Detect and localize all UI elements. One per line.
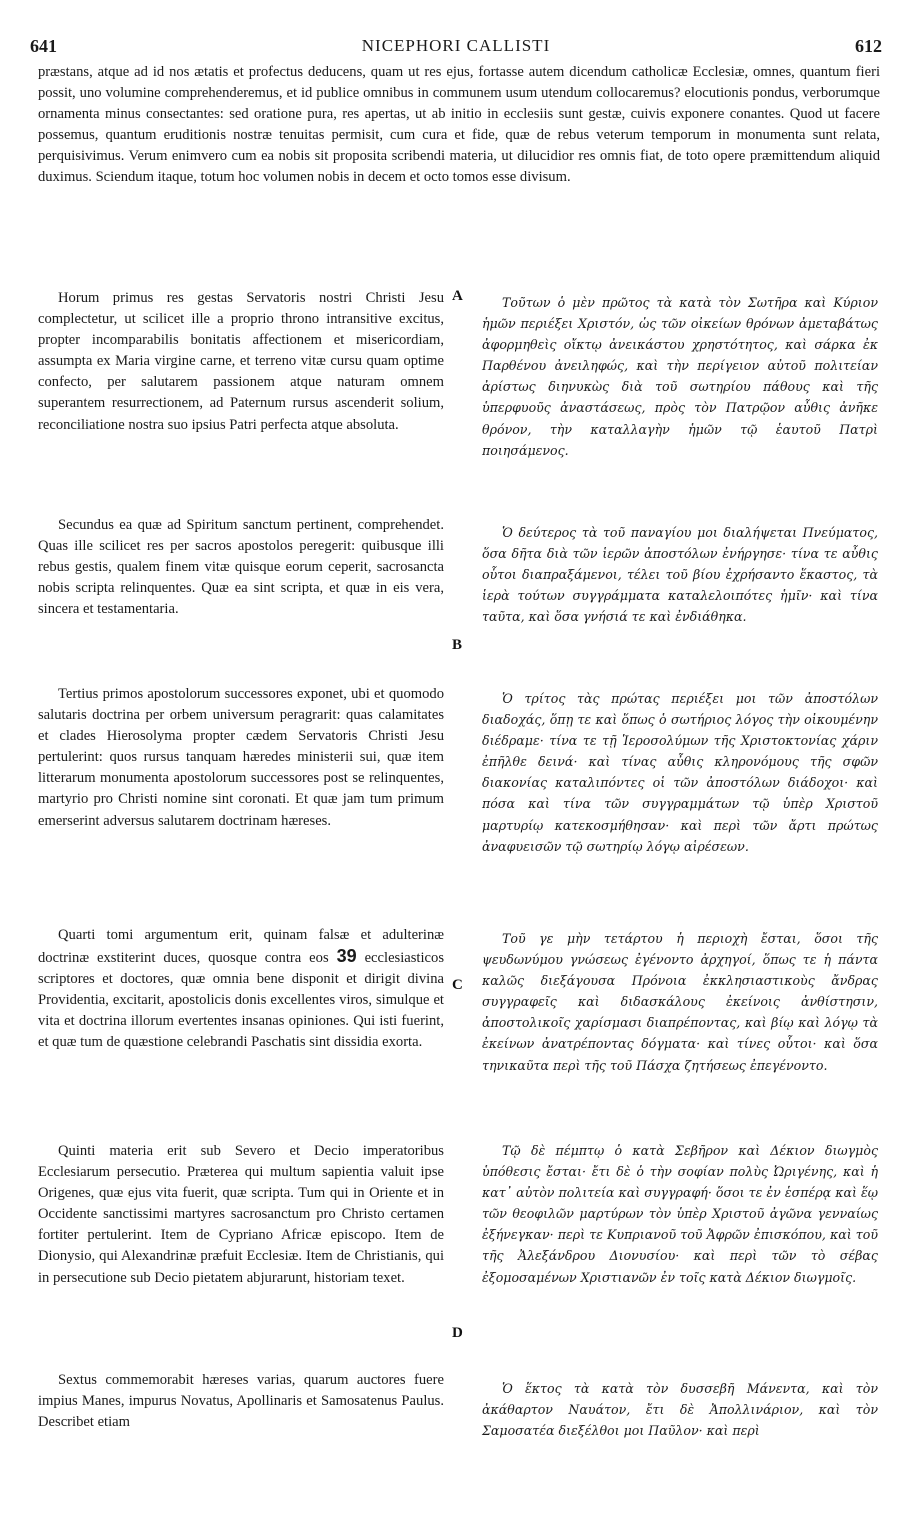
running-header <box>30 36 882 58</box>
latin-paragraph-5: Quinti materia erit sub Severo et Decio imperatoribus Ecclesiarum persecutio. Præterea qui multum sapientia valuit ipse Origenes, quæ ejus vita fuerit, quæ scripta. Tum qui in Oriente et in Occidente sanctissimi martyres sacrosanctum pro Christo certamen fortiter pertulerint. Item de Cypriano Africæ episcopo. Item de Dionysio, qui Alexandrinæ præfuit Ecclesiæ. Item de Christianis, qui in persecutione sub Decio pietatem abjurarunt, historiam texet. <box>38 1143 444 1286</box>
latin-paragraph-4-end: ecclesiasticos scriptores et doctores, quæ omnia bene disponit et dirigit divina Providentia, excitarit, apostolicis donis excellentes viros, simulque et vita et doctrina illorum evertentes insanas opiniones. Qui isti fuerint, et quæ tum de quæstione celebrandi Paschatis sint dissidia exorta. <box>38 950 444 1051</box>
latin-paragraph-4 <box>38 925 444 1054</box>
intro-paragraph: præstans, atque ad id nos ætatis et profectus deducens, quam ut res ejus, fortasse autem dicendum catholicæ Ecclesiæ, omnes, quantum fieri possit, uno volumine comprehenderemus, et id publice omnibus in communem usum utendum collocaremus? elocutionis pondus, verborumque ornamenta minus consectantes: sed oratione pura, res apertas, ut ab initio in ecclesiis sunt gestæ, cuivis exponere conantes. Quod ut facere possemus, quantum eruditionis nostræ tenuitas permisit, cum cura et fide, quæ de rebus veterum temporum in monumenta sunt relata, perquisivimus. Verum enimvero cum ea nobis sit proposita scribendi materia, ut dilucidior res omnis fiat, de toto opere præmittendum aliquid duximus. Sciendum itaque, totum hoc volumen nobis in decem et octo tomos esse divisum. <box>38 64 880 186</box>
section-marker-a: A <box>452 288 463 304</box>
greek-paragraph-3: Ὁ τρίτος τὰς πρώτας περιέξει μοι τῶν ἀποστόλων διαδοχάς, ὅπῃ τε καὶ ὅπως ὁ σωτήριος λόγος τὴν οἰκουμένην διέδραμε· τίνα τε τῇ Ἱεροσολύμων τῆς Χριστοκτονίας χάριν ἐπῆλθε δεινά· καὶ τίνας αὖθις κληρονόμους τῆς σφῶν διακονίας καταλιπόντες οἱ τῶν ἀποστόλων διάδοχοι· καὶ πόσα καὶ τίνα τῶν συγγραμμάτων τῷ ὑπὲρ Χριστοῦ μαρτυρίῳ κατεκοσμήθησαν· καὶ περὶ τῶν ἄρτι πρώτως ἀναφυεισῶν τῷ σωτηρίῳ λόγῳ αἱρέσεων. <box>482 691 878 854</box>
footnote-number: 39 <box>336 946 357 967</box>
page-number-left: 641 <box>30 36 57 56</box>
section-marker-c: C <box>452 977 463 993</box>
greek-paragraph-4: Τοῦ γε μὴν τετάρτου ἡ περιοχὴ ἔσται, ὅσοι τῆς ψευδωνύμου γνώσεως ἐγένοντο ἀρχηγοί, ὅπως τε ἡ πάντα καλῶς διεξάγουσα Πρόνοια ἐκκλησιαστικοὺς ἄνδρας συγγραφεῖς καὶ διδασκάλους ἐκείνοις ἀνθίστησιν, ἀποστολικοῖς χαρίσμασι διαπρέποντας, καὶ βίῳ καὶ λόγῳ τὰ ἐκείνων ἀνατρέποντας δόγματα· καὶ τίνες οὗτοι· καὶ ὅσα τηνικαῦτα περὶ τῆς τοῦ Πάσχα ζητήσεως ἐπεγένοντο. <box>482 931 878 1073</box>
section-marker-b: B <box>452 637 463 653</box>
latin-paragraph-2: Secundus ea quæ ad Spiritum sanctum pertinent, comprehendet. Quas ille scilicet res per sacros apostolos peregerit: quibusque illi rebus gestis, qualem finem vitæ quisque eorum ceperit, sacrosancta nobis scripta relinquentes. Quæ ea sint scripta, et quæ in eis vera, sincera et testamentaria. <box>38 517 444 618</box>
latin-paragraph-3: Tertius primos apostolorum successores exponet, ubi et quomodo salutaris doctrina per orbem universum peragrarit: quas calamitates et clades Hierosolyma propter cædem Servatoris Christi Jesu pertulerint: quos rursus tanquam hæredes ministerii sui, quæ item litterarum monumenta apostolorum successores post se relinquentes, martyrio pro Christi nomine sint coronati. Et quæ jam tum primum emerserint adversus salutarem doctrinam hæreses. <box>38 686 444 829</box>
latin-paragraph-6: Sextus commemorabit hæreses varias, quarum auctores fuere impius Manes, impurus Novatus, Apollinaris et Samosatenus Paulus. Describet etiam <box>38 1372 444 1431</box>
greek-paragraph-6: Ὁ ἕκτος τὰ κατὰ τὸν δυσσεβῆ Μάνεντα, καὶ τὸν ἀκάθαρτον Ναυάτον, ἔτι δὲ Ἀπολλινάριον, καὶ τὸν Σαμοσατέα διεξέλθοι μοι Παῦλον· καὶ περὶ <box>482 1381 878 1439</box>
latin-paragraph-4-start: Quarti tomi argumentum erit, quinam falsæ et adulterinæ doctrinæ exstiterint duces, quosque contra eos <box>38 927 444 967</box>
page-number-right: 612 <box>855 36 882 56</box>
greek-paragraph-5: Τῷ δὲ πέμπτῳ ὁ κατὰ Σεβῆρον καὶ Δέκιον διωγμὸς ὑπόθεσις ἔσται· ἔτι δὲ ὁ τὴν σοφίαν πολὺς Ὠριγένης, καὶ ἡ κατ᾽ αὐτὸν πολιτεία καὶ συγγραφή· ὅσοι τε ἐν ἑσπέρᾳ καὶ ἕῳ τῶν θεοφιλῶν μαρτύρων τὸν ὑπὲρ Χριστοῦ ἀγῶνα γενναίως ἐξήνεγκαν· περὶ τε Κυπριανοῦ τοῦ Ἀφρῶν ἐπισκόπου, καὶ τοῦ τῆς Ἀλεξάνδρου Διονυσίου· καὶ περὶ τῶν τὸ σέβας ἐξομοσαμένων Χριστιανῶν ἐν τοῖς κατὰ Δέκιον διωγμοῖς. <box>482 1143 878 1285</box>
section-marker-d: D <box>452 1325 463 1341</box>
latin-paragraph-1: Horum primus res gestas Servatoris nostri Christi Jesu complectetur, ut scilicet ille a proprio throno intransitive excitus, propter incomparabilis bonitatis affectionem et misericordiam, assumpta ex Maria virgine carne, et terreno vitæ cursu quam optime confecto, per salutarem passionem atque naturam omnem superantem resurrectionem, ad Paternum rursus ascenderit solium, reconciliatione nostra suo ipsius Patri perfecta atque absoluta. <box>38 290 444 433</box>
greek-paragraph-2: Ὁ δεύτερος τὰ τοῦ παναγίου μοι διαλήψεται Πνεύματος, ὅσα δῆτα διὰ τῶν ἱερῶν ἀποστόλων ἐνήργησε· τίνα τε αὖθις οὗτοι διαπραξάμενοι, τέλει τοῦ βίου ἐχρήσαντο ἕκαστος, τὰ ἱερὰ τούτων συγγράμματα καταλελοιπότες ἡμῖν· καὶ τίνα ταῦτα, καὶ ὅσα γνήσιά τε καὶ ἐνδιάθηκα. <box>482 525 878 625</box>
greek-paragraph-1: Τοῦτων ὁ μὲν πρῶτος τὰ κατὰ τὸν Σωτῆρα καὶ Κύριον ἡμῶν περιέξει Χριστόν, ὡς τῶν οἰκείων θρόνων ἀμεταβάτως ἀφορμηθεὶς οἴκτῳ ἀνεικάστου χρηστότητος, καὶ σάρκα ἐκ Παρθένου ἀνειληφώς, καὶ τὴν περίγειον αὐτοῦ πολιτείαν ἀρίστως διηνυκὼς διὰ τοῦ σωτηρίου πάθους καὶ τῆς ὑπερφυοῦς ἀναστάσεως, πρὸς τὸν Πατρῷον αὖθις ἀνῆκε θρόνον, τὴν καταλλαγὴν ἡμῶν τῷ ἑαυτοῦ Πατρὶ ποιησάμενος. <box>482 295 878 458</box>
running-title: NICEPHORI CALLISTI <box>361 36 551 55</box>
